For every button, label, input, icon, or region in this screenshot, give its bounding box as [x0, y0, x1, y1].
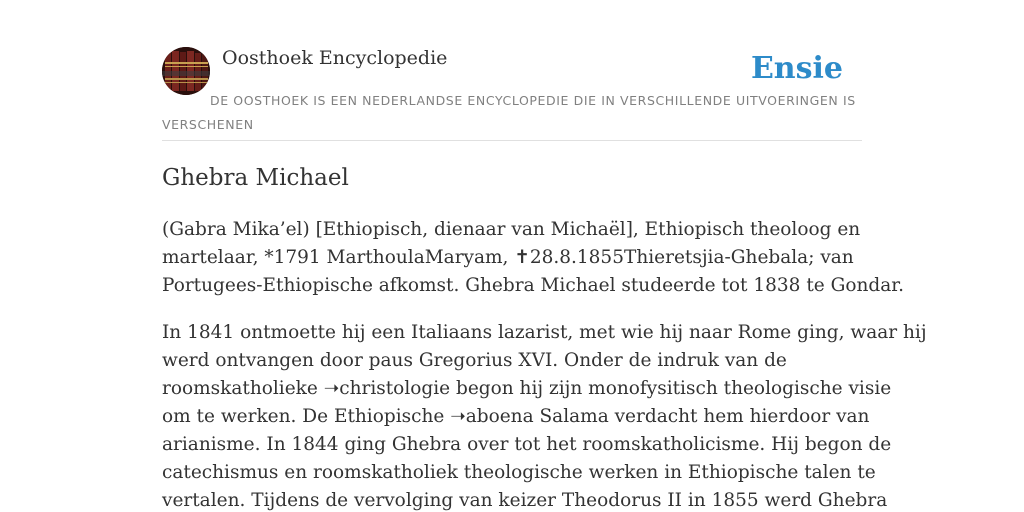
paragraph-line: In 1841 ontmoette hij een Italiaans lazarist, met wie hij naar Rome ging, waar hij — [162, 322, 927, 343]
paragraph-line: arianisme. In 1844 ging Ghebra over tot het roomskatholicisme. Hij begon de — [162, 434, 892, 455]
paragraph-text: om te werken. De Ethiopische — [162, 406, 451, 427]
site-tagline: DE OOSTHOEK IS EEN NEDERLANDSE ENCYCLOPEDIE DIE IN VERSCHILLENDE UITVOERINGEN IS VERSCHENEN — [162, 93, 856, 132]
paragraph-text: begon hij zijn monofysitisch theologische visie — [450, 378, 892, 399]
content-column — [162, 0, 927, 511]
site-title-link[interactable]: Oosthoek Encyclopedie — [222, 47, 448, 69]
paragraph-line: (Gabra Mika’el) [Ethiopisch, dienaar van Michaël], Ethiopisch theoloog en — [162, 219, 861, 240]
aboena-link[interactable]: ➝aboena — [450, 406, 534, 427]
paragraph-text: Salama verdacht hem hierdoor van — [533, 406, 870, 427]
article-title: Ghebra Michael — [162, 165, 349, 191]
brand-logo-link[interactable]: Ensie — [750, 51, 843, 86]
paragraph-line — [162, 403, 870, 431]
article-paragraph — [162, 319, 927, 512]
paragraph-line: vertalen. Tijdens de vervolging van keizer Theodorus II in 1855 werd Ghebra — [162, 490, 888, 511]
paragraph-text: roomskatholieke — [162, 378, 324, 399]
paragraph-line: martelaar, *1791 MarthoulaMaryam, ✝28.8.1855Thieretsjia-Ghebala; van — [162, 247, 854, 268]
paragraph-line: catechismus en roomskatholiek theologische werken in Ethiopische talen te — [162, 462, 876, 483]
christologie-link[interactable]: ➝christologie — [323, 378, 451, 399]
paragraph-line — [162, 375, 892, 403]
encyclopedia-books-icon[interactable] — [162, 47, 210, 95]
site-header — [162, 0, 862, 141]
paragraph-line: Portugees-Ethiopische afkomst. Ghebra Michael studeerde tot 1838 te Gondar. — [162, 275, 904, 296]
paragraph-line: werd ontvangen door paus Gregorius XVI. Onder de indruk van de — [162, 350, 787, 371]
article-paragraph — [162, 216, 904, 300]
